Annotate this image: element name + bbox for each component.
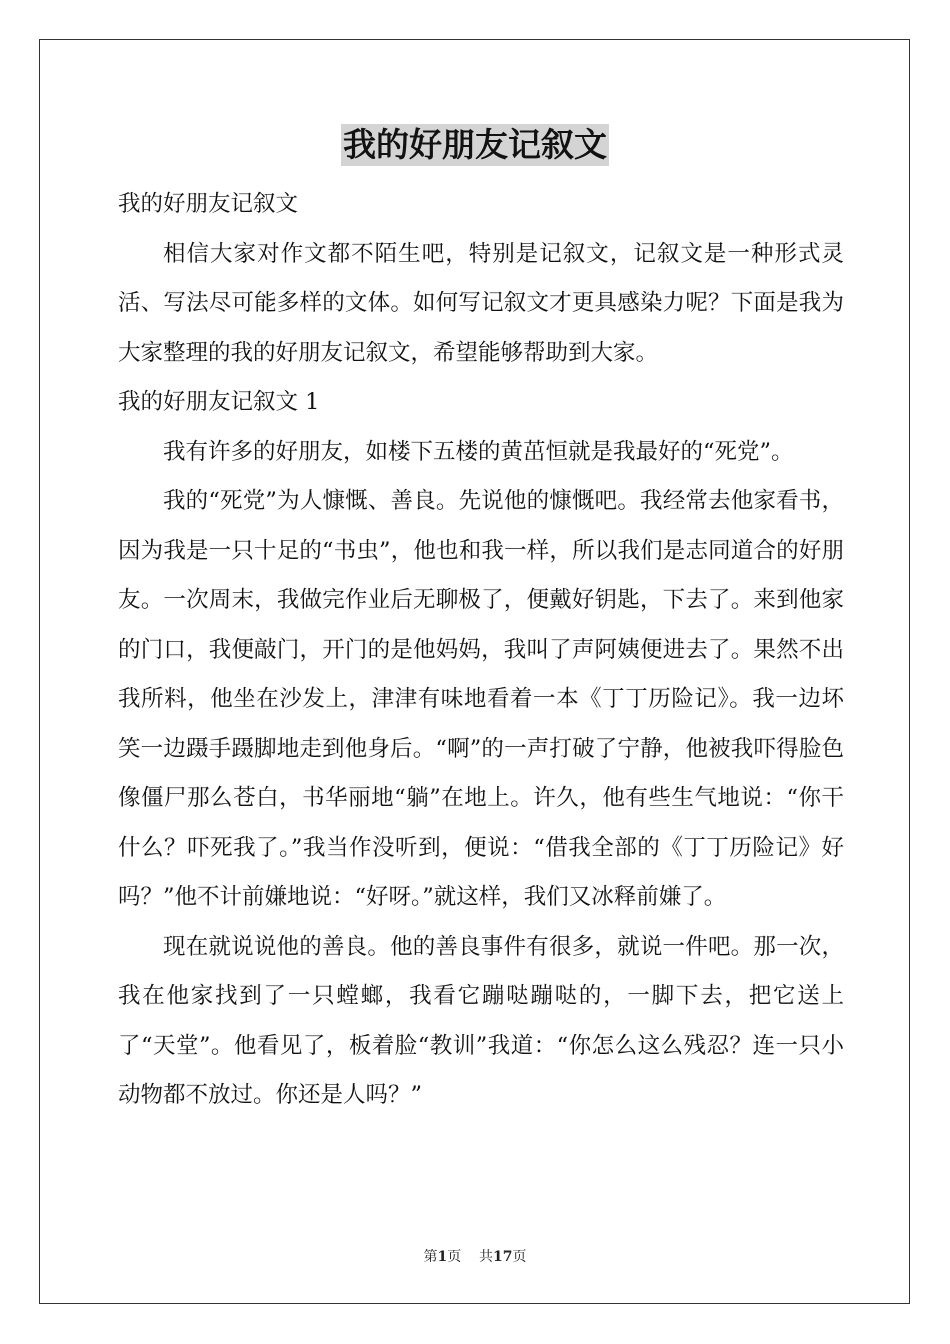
title-container bbox=[0, 124, 950, 166]
page-prefix: 第 bbox=[423, 1249, 438, 1265]
body-paragraph-2: 我的“死党”为人慷慨、善良。先说他的慷慨吧。我经常去他家看书，因为我是一只十足的“书虫”，他也和我一样，所以我们是志同道合的好朋友。一次周末，我做完作业后无聊极了，便戴好钥匙，下去了。来到他家的门口，我便敲门，开门的是他妈妈，我叫了声阿姨便进去了。果然不出我所料，他坐在沙发上，津津有味地看着一本《丁丁历险记》。我一边坏笑一边蹑手蹑脚地走到他身后。“啊”的一声打破了宁静，他被我吓得脸色像僵尸那么苍白，书华丽地“躺”在地上。许久，他有些生气地说：“你干什么？吓死我了。”我当作没听到，便说：“借我全部的《丁丁历险记》好吗？”他不计前嫌地说：“好呀。”就这样，我们又冰释前嫌了。 bbox=[118, 488, 844, 910]
total-suffix: 页 bbox=[512, 1249, 527, 1265]
body-paragraph-3: 现在就说说他的善良。他的善良事件有很多，就说一件吧。那一次，我在他家找到了一只螳螂，我看它蹦哒蹦哒的，一脚下去，把它送上了“天堂”。他看见了，板着脸“教训”我道：“你怎么这么残忍？连一只小动物都不放过。你还是人吗？” bbox=[118, 933, 844, 1108]
page-suffix: 页 bbox=[447, 1249, 462, 1265]
document-body bbox=[118, 180, 844, 1121]
document-subtitle: 我的好朋友记叙文 bbox=[118, 191, 299, 217]
section-heading: 我的好朋友记叙文 1 bbox=[118, 389, 320, 415]
document-title: 我的好朋友记叙文 bbox=[343, 125, 607, 164]
intro-paragraph: 相信大家对作文都不陌生吧，特别是记叙文，记叙文是一种形式灵活、写法尽可能多样的文体。如何写记叙文才更具感染力呢？下面是我为大家整理的我的好朋友记叙文，希望能够帮助到大家。 bbox=[118, 240, 844, 366]
total-prefix: 共 bbox=[479, 1249, 494, 1265]
page-number: 1 bbox=[437, 1249, 448, 1265]
page-footer bbox=[0, 1246, 950, 1266]
body-paragraph-1: 我有许多的好朋友，如楼下五楼的黄茁恒就是我最好的“死党”。 bbox=[163, 438, 794, 465]
total-pages: 17 bbox=[493, 1249, 513, 1265]
